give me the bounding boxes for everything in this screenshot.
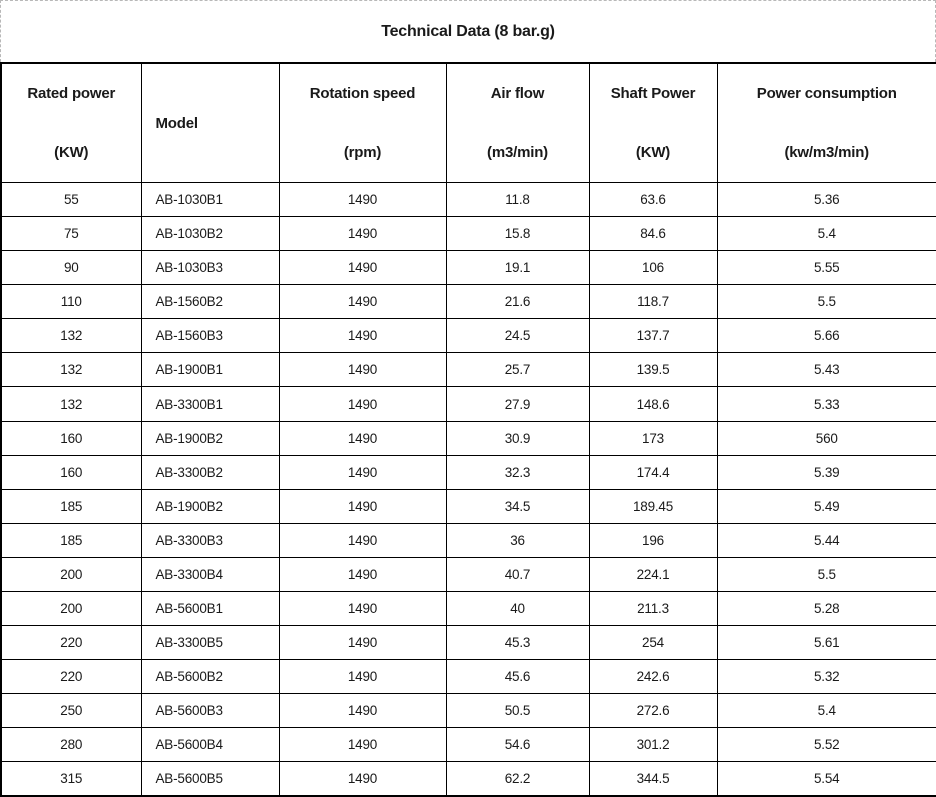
table-cell: 5.33 <box>717 387 936 421</box>
table-cell: 84.6 <box>589 217 717 251</box>
table-cell: 5.61 <box>717 626 936 660</box>
table-cell: 1490 <box>279 421 446 455</box>
table-cell: 200 <box>1 557 141 591</box>
table-cell: AB-3300B4 <box>141 557 279 591</box>
technical-data-table <box>0 62 936 797</box>
table-cell: 5.39 <box>717 455 936 489</box>
table-cell: 19.1 <box>446 251 589 285</box>
table-cell: 1490 <box>279 557 446 591</box>
header-row <box>1 63 936 183</box>
table-row <box>1 557 936 591</box>
table-cell: 1490 <box>279 353 446 387</box>
table-cell: 1490 <box>279 626 446 660</box>
table-title-block <box>0 0 936 62</box>
column-unit: (m3/min) <box>487 144 548 161</box>
table-cell: 1490 <box>279 251 446 285</box>
table-cell: 344.5 <box>589 762 717 796</box>
column-name: Model <box>155 114 198 132</box>
table-cell: 173 <box>589 421 717 455</box>
table-cell: 36 <box>446 523 589 557</box>
table-cell: 5.54 <box>717 762 936 796</box>
table-cell: 1490 <box>279 694 446 728</box>
table-cell: AB-1900B2 <box>141 489 279 523</box>
table-body <box>1 183 936 797</box>
table-row <box>1 591 936 625</box>
table-cell: 1490 <box>279 319 446 353</box>
table-cell: 75 <box>1 217 141 251</box>
table-cell: 1490 <box>279 455 446 489</box>
table-cell: 174.4 <box>589 455 717 489</box>
table-cell: 160 <box>1 421 141 455</box>
table-cell: 30.9 <box>446 421 589 455</box>
table-cell: 110 <box>1 285 141 319</box>
table-cell: 211.3 <box>589 591 717 625</box>
table-cell: 32.3 <box>446 455 589 489</box>
table-row <box>1 523 936 557</box>
table-cell: 301.2 <box>589 728 717 762</box>
table-cell: 224.1 <box>589 557 717 591</box>
table-cell: 15.8 <box>446 217 589 251</box>
table-cell: 25.7 <box>446 353 589 387</box>
column-name: Rotation speed <box>309 85 416 102</box>
table-cell: 5.4 <box>717 694 936 728</box>
table-cell: 5.44 <box>717 523 936 557</box>
column-header-air-flow <box>446 63 589 183</box>
table-cell: 137.7 <box>589 319 717 353</box>
table-cell: 5.66 <box>717 319 936 353</box>
table-cell: 27.9 <box>446 387 589 421</box>
column-header-rotation-speed <box>279 63 446 183</box>
table-cell: 1490 <box>279 728 446 762</box>
table-cell: 63.6 <box>589 183 717 217</box>
table-row <box>1 728 936 762</box>
table-cell: 200 <box>1 591 141 625</box>
table-cell: 220 <box>1 660 141 694</box>
table-row <box>1 217 936 251</box>
table-cell: 5.5 <box>717 285 936 319</box>
table-cell: 280 <box>1 728 141 762</box>
table-cell: AB-1560B3 <box>141 319 279 353</box>
table-cell: 5.4 <box>717 217 936 251</box>
table-cell: 132 <box>1 353 141 387</box>
column-header-model <box>141 63 279 183</box>
table-title: Technical Data (8 bar.g) <box>381 22 555 40</box>
table-cell: 40 <box>446 591 589 625</box>
table-cell: 1490 <box>279 387 446 421</box>
table-cell: 220 <box>1 626 141 660</box>
table-cell: 1490 <box>279 591 446 625</box>
table-cell: AB-1900B1 <box>141 353 279 387</box>
table-cell: 45.3 <box>446 626 589 660</box>
table-cell: 132 <box>1 387 141 421</box>
table-cell: 90 <box>1 251 141 285</box>
table-cell: 106 <box>589 251 717 285</box>
table-cell: 11.8 <box>446 183 589 217</box>
table-cell: AB-1030B1 <box>141 183 279 217</box>
table-cell: 21.6 <box>446 285 589 319</box>
table-cell: AB-3300B3 <box>141 523 279 557</box>
table-cell: AB-1560B2 <box>141 285 279 319</box>
table-cell: 315 <box>1 762 141 796</box>
table-cell: 1490 <box>279 489 446 523</box>
table-cell: 5.36 <box>717 183 936 217</box>
table-cell: 5.5 <box>717 557 936 591</box>
table-cell: 272.6 <box>589 694 717 728</box>
table-cell: AB-1900B2 <box>141 421 279 455</box>
table-row <box>1 387 936 421</box>
table-cell: 196 <box>589 523 717 557</box>
table-cell: AB-5600B4 <box>141 728 279 762</box>
table-row <box>1 319 936 353</box>
column-header-power-consumption <box>717 63 936 183</box>
column-name: Power consumption <box>756 85 897 102</box>
table-row <box>1 251 936 285</box>
table-cell: 160 <box>1 455 141 489</box>
column-unit: (rpm) <box>343 144 382 161</box>
table-cell: AB-5600B5 <box>141 762 279 796</box>
table-cell: 62.2 <box>446 762 589 796</box>
table-cell: 250 <box>1 694 141 728</box>
table-cell: AB-5600B3 <box>141 694 279 728</box>
table-cell: AB-3300B2 <box>141 455 279 489</box>
table-cell: AB-5600B1 <box>141 591 279 625</box>
table-row <box>1 660 936 694</box>
column-name: Shaft Power <box>610 85 696 102</box>
table-cell: AB-3300B1 <box>141 387 279 421</box>
table-row <box>1 353 936 387</box>
table-cell: 1490 <box>279 762 446 796</box>
table-row <box>1 626 936 660</box>
column-header-rated-power <box>1 63 141 183</box>
table-cell: 45.6 <box>446 660 589 694</box>
table-cell: 118.7 <box>589 285 717 319</box>
table-cell: 189.45 <box>589 489 717 523</box>
table-cell: 54.6 <box>446 728 589 762</box>
table-cell: 1490 <box>279 523 446 557</box>
column-unit: (KW) <box>635 144 671 161</box>
table-cell: 1490 <box>279 217 446 251</box>
table-cell: 1490 <box>279 183 446 217</box>
table-cell: 34.5 <box>446 489 589 523</box>
table-cell: 24.5 <box>446 319 589 353</box>
table-cell: 1490 <box>279 660 446 694</box>
table-cell: 5.43 <box>717 353 936 387</box>
table-row <box>1 762 936 796</box>
table-row <box>1 694 936 728</box>
column-header-shaft-power <box>589 63 717 183</box>
table-cell: 5.55 <box>717 251 936 285</box>
column-unit: (kw/m3/min) <box>784 144 869 161</box>
table-row <box>1 183 936 217</box>
table-cell: 139.5 <box>589 353 717 387</box>
column-name: Rated power <box>27 85 116 102</box>
table-cell: AB-5600B2 <box>141 660 279 694</box>
table-cell: 5.52 <box>717 728 936 762</box>
table-cell: 40.7 <box>446 557 589 591</box>
table-cell: 5.28 <box>717 591 936 625</box>
table-cell: AB-1030B2 <box>141 217 279 251</box>
table-row <box>1 285 936 319</box>
column-name: Air flow <box>490 85 545 102</box>
table-cell: 185 <box>1 523 141 557</box>
table-cell: 55 <box>1 183 141 217</box>
table-cell: 1490 <box>279 285 446 319</box>
table-cell: AB-1030B3 <box>141 251 279 285</box>
table-header <box>1 63 936 183</box>
table-cell: 254 <box>589 626 717 660</box>
table-row <box>1 455 936 489</box>
table-cell: 132 <box>1 319 141 353</box>
table-cell: 185 <box>1 489 141 523</box>
column-unit: (KW) <box>54 144 89 161</box>
table-cell: 560 <box>717 421 936 455</box>
table-cell: 148.6 <box>589 387 717 421</box>
table-cell: 5.32 <box>717 660 936 694</box>
table-cell: 242.6 <box>589 660 717 694</box>
table-row <box>1 421 936 455</box>
table-cell: 50.5 <box>446 694 589 728</box>
table-cell: 5.49 <box>717 489 936 523</box>
table-row <box>1 489 936 523</box>
table-cell: AB-3300B5 <box>141 626 279 660</box>
